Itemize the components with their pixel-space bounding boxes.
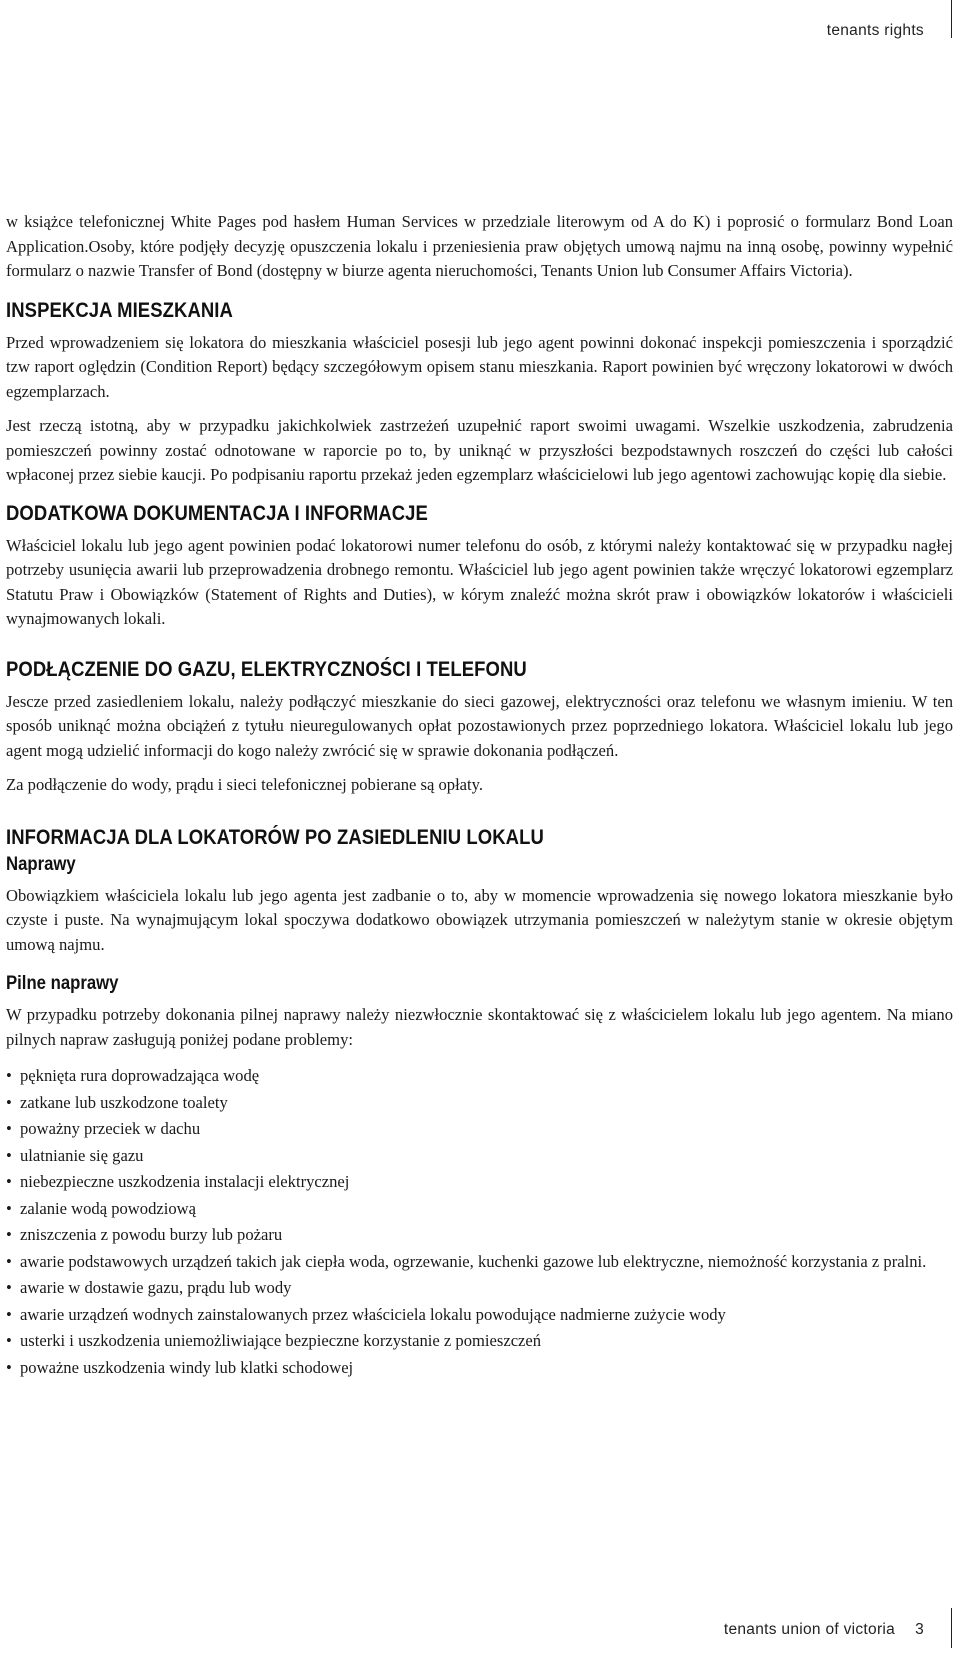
list-item-text: ulatnianie się gazu <box>20 1145 144 1165</box>
list-item-text: zniszczenia z powodu burzy lub pożaru <box>20 1225 283 1244</box>
paragraph: Jescze przed zasiedleniem lokalu, należy podłączyć mieszkanie do sieci gazowej, elektryczności oraz telefonu we własnym imieniu. W ten sposób uniknąć można obciążeń z tytułu nieuregulowanych opłat pozostawionych przez poprzedniego lokatora. Właściciel lokalu lub jego agent mogą udzielić informacji do kogo należy zwrócić się w sprawie dokonania podłączeń. <box>6 691 953 760</box>
list-item <box>6 1250 953 1275</box>
page-content <box>6 210 953 1382</box>
section-utilities <box>6 658 953 798</box>
list-item-text: poważne uszkodzenia windy lub klatki schodowej <box>20 1357 354 1377</box>
list-item-text: awarie podstawowych urządzeń takich jak ciepła woda, ogrzewanie, kuchenki gazowe lub elektryczne, niemożność korzystania z pralni. <box>20 1251 927 1271</box>
bullet-icon: • <box>6 1278 12 1297</box>
bullet-icon: • <box>6 1225 12 1244</box>
list-item <box>6 1329 953 1354</box>
bullet-icon: • <box>6 1172 12 1191</box>
section-heading-inspection: INSPEKCJA MIESZKANIA <box>6 298 233 322</box>
paragraph: Przed wprowadzeniem się lokatora do mieszkania właściciel posesji lub jego agent powinni dokonać inspekcji pomieszczenia i sporządzić tzw raport oględzin (Condition Report) będący szczegółowym opisem stanu mieszkania. Raport powinien być wręczony lokatorowi w dwóch egzemplarzach. <box>6 332 953 401</box>
list-item-text: zalanie wodą powodziową <box>20 1198 197 1218</box>
list-item-text: poważny przeciek w dachu <box>20 1119 201 1138</box>
list-item-text: zatkane lub uszkodzone toalety <box>20 1092 228 1112</box>
list-item-text: niebezpieczne uszkodzenia instalacji elektrycznej <box>20 1172 350 1191</box>
section-documentation <box>6 502 953 632</box>
list-item <box>6 1117 953 1142</box>
bullet-icon: • <box>6 1092 12 1112</box>
list-item <box>6 1276 953 1301</box>
section-inspection <box>6 299 953 488</box>
section-heading-documentation: DODATKOWA DOKUMENTACJA I INFORMACJE <box>6 501 428 525</box>
list-item-text: usterki i uszkodzenia uniemożliwiające bezpieczne korzystanie z pomieszczeń <box>20 1331 542 1350</box>
section-heading-after-moving: INFORMACJA DLA LOKATORÓW PO ZASIEDLENIU LOKALU <box>6 825 544 849</box>
paragraph: Właściciel lokalu lub jego agent powinien podać lokatorowi numer telefonu do osób, z którymi należy kontaktować się w przypadku nagłej potrzeby usunięcia awarii lub przeprowadzenia drobnego remontu. Właściciel lub jego agent powinien także wręczyć lokatorowi egzemplarz Statutu Praw i Obowiązków (Statement of Rights and Duties), w kórym znaleźć można skrót praw i obowiązków lokatorów i właścicieli wynajmowanych lokali. <box>6 535 953 628</box>
list-item-text: awarie w dostawie gazu, prądu lub wody <box>20 1278 292 1297</box>
footer-title: tenants union of victoria <box>723 1621 896 1638</box>
section-after-moving <box>6 826 953 1381</box>
bullet-icon: • <box>6 1198 12 1218</box>
list-item <box>6 1303 953 1328</box>
list-item <box>6 1064 953 1089</box>
subheading-urgent-repairs: Pilne naprawy <box>6 973 119 994</box>
list-item <box>6 1223 953 1248</box>
bullet-icon: • <box>6 1331 12 1350</box>
list-item <box>6 1091 953 1116</box>
bullet-icon: • <box>6 1357 12 1377</box>
running-footer <box>724 1621 924 1639</box>
paragraph: Obowiązkiem właściciela lokalu lub jego agenta jest zadbanie o to, aby w momencie wprowadzenia się nowego lokatora mieszkanie było czyste i puste. Na wynajmującym lokal spoczywa dodatkowo obowiązek utrzymania pomieszczeń w należytym stanie w okresie objętym umową najmu. <box>6 885 953 954</box>
list-item-text: awarie urządzeń wodnych zainstalowanych przez właściciela lokalu powodujące nadmierne zużycie wody <box>20 1304 726 1324</box>
bullet-icon: • <box>6 1119 12 1138</box>
intro-paragraph: w książce telefonicznej White Pages pod hasłem Human Services w przedziale literowym od A do K) i poprosić o formularz Bond Loan Application.Osoby, które podjęły decyzję opuszczenia lokalu i przeniesienia praw objętych umową najmu na inną osobę, powinny wypełnić formularz o nazwie Transfer of Bond (dostępny w biurze agenta nieruchomości, Tenants Union lub Consumer Affairs Victoria). <box>6 212 953 280</box>
page-number: 3 <box>915 1621 924 1638</box>
header-rule <box>951 0 953 38</box>
urgent-repairs-list <box>6 1064 953 1380</box>
bullet-icon: • <box>6 1304 12 1324</box>
section-heading-utilities: PODŁĄCZENIE DO GAZU, ELEKTRYCZNOŚCI I TELEFONU <box>6 657 527 681</box>
list-item <box>6 1170 953 1195</box>
list-item <box>6 1356 953 1381</box>
subheading-repairs: Naprawy <box>6 853 76 875</box>
list-item <box>6 1144 953 1169</box>
bullet-icon: • <box>6 1145 12 1165</box>
list-item <box>6 1197 953 1222</box>
list-item-text: pęknięta rura doprowadzająca wodę <box>20 1066 260 1085</box>
footer-rule <box>951 1608 953 1648</box>
running-header: tenants rights <box>826 22 924 39</box>
paragraph: Jest rzeczą istotną, aby w przypadku jakichkolwiek zastrzeżeń uzupełnić raport swoimi uwagami. Wszelkie uszkodzenia, zabrudzenia pomieszczeń powinny zostać odnotowane w raporcie po to, by uniknąć w przyszłości bezpodstawnych roszczeń do części lub całości wpłaconej przez siebie kaucji. Po podpisaniu raportu przekaż jeden egzemplarz właścicielowi lub jego agentowi zachowując kopię dla siebie. <box>6 416 953 484</box>
bullet-icon: • <box>6 1066 12 1085</box>
bullet-icon: • <box>6 1251 12 1271</box>
paragraph: W przypadku potrzeby dokonania pilnej naprawy należy niezwłocznie skontaktować się z właścicielem lokalu lub jego agentem. Na miano pilnych napraw zasługują poniżej podane problemy: <box>6 1005 953 1049</box>
paragraph: Za podłączenie do wody, prądu i sieci telefonicznej pobierane są opłaty. <box>6 775 484 794</box>
